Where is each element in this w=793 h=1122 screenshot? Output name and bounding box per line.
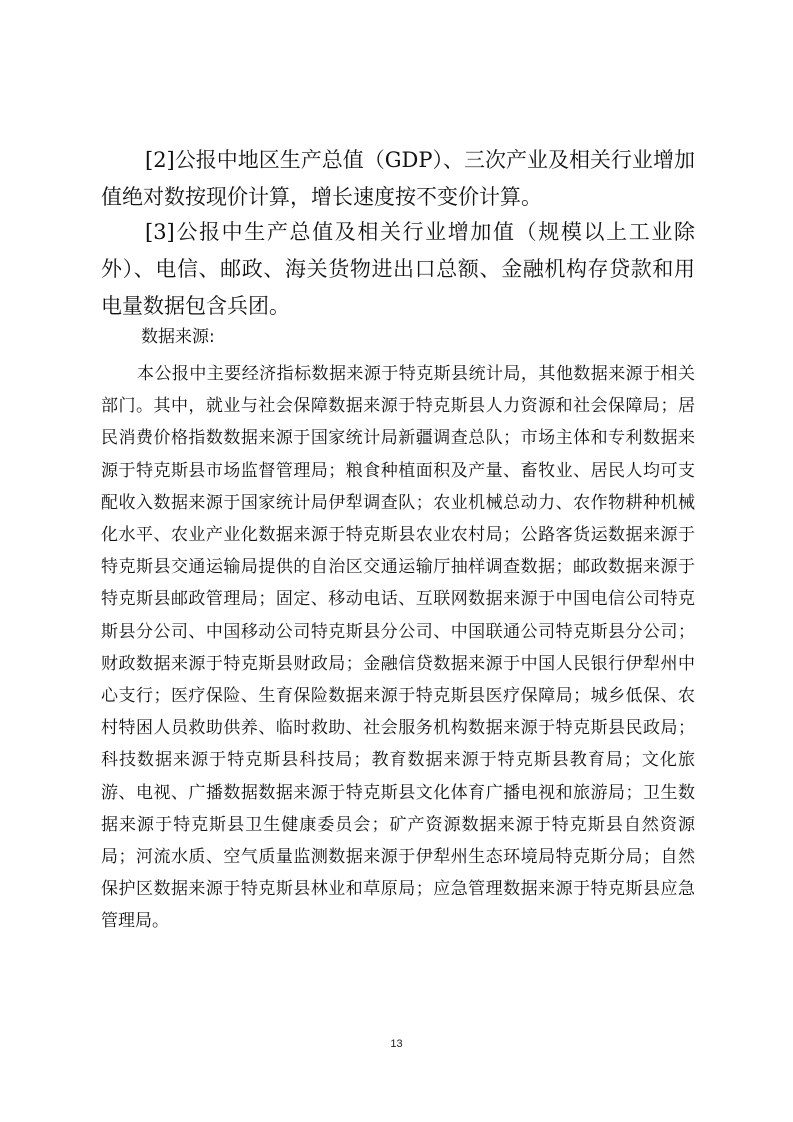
data-source-paragraph: 本公报中主要经济指标数据来源于特克斯县统计局，其他数据来源于相关部门。其中，就业与社会保障数据来源于特克斯县人力资源和社会保障局；居民消费价格指数数据来源于国家统计局新疆调查总队；市场主体和专利数据来源于特克斯县市场监督管理局；粮食种植面积及产量、畜牧业、居民人均可支配收入数据来源于国家统计局伊犁调查队；农业机械总动力、农作物耕种机械化水平、农业产业化数据来源于特克斯县农业农村局；公路客货运数据来源于特克斯县交通运输局提供的自治区交通运输厅抽样调查数据；邮政数据来源于特克斯县邮政管理局；固定、移动电话、互联网数据来源于中国电信公司特克斯县分公司、中国移动公司特克斯县分公司、中国联通公司特克斯县分公司；财政数据来源于特克斯县财政局；金融信贷数据来源于中国人民银行伊犁州中心支行；医疗保险、生育保险数据来源于特克斯县医疗保障局；城乡低保、农村特困人员救助供养、临时救助、社会服务机构数据来源于特克斯县民政局；科技数据来源于特克斯县科技局；教育数据来源于特克斯县教育局；文化旅游、电视、广播数据数据来源于特克斯县文化体育广播电视和旅游局；卫生数据来源于特克斯县卫生健康委员会；矿产资源数据来源于特克斯县自然资源局；河流水质、空气质量监测数据来源于伊犁州生态环境局特克斯分局；自然保护区数据来源于特克斯县林业和草原局；应急管理数据来源于特克斯县应急管理局。 — [101, 364, 695, 932]
page-number: 13 — [390, 1038, 403, 1050]
footnote-2: [2]公报中地区生产总值（GDP）、三次产业及相关行业增加值绝对数按现价计算，增长速度按不变价计算。 — [101, 148, 695, 209]
footnote-3: [3]公报中生产总值及相关行业增加值（规模以上工业除外）、电信、邮政、海关货物进出口总额、金融机构存贷款和用电量数据包含兵团。 — [101, 220, 695, 318]
data-source-heading: 数据来源: — [141, 327, 215, 347]
